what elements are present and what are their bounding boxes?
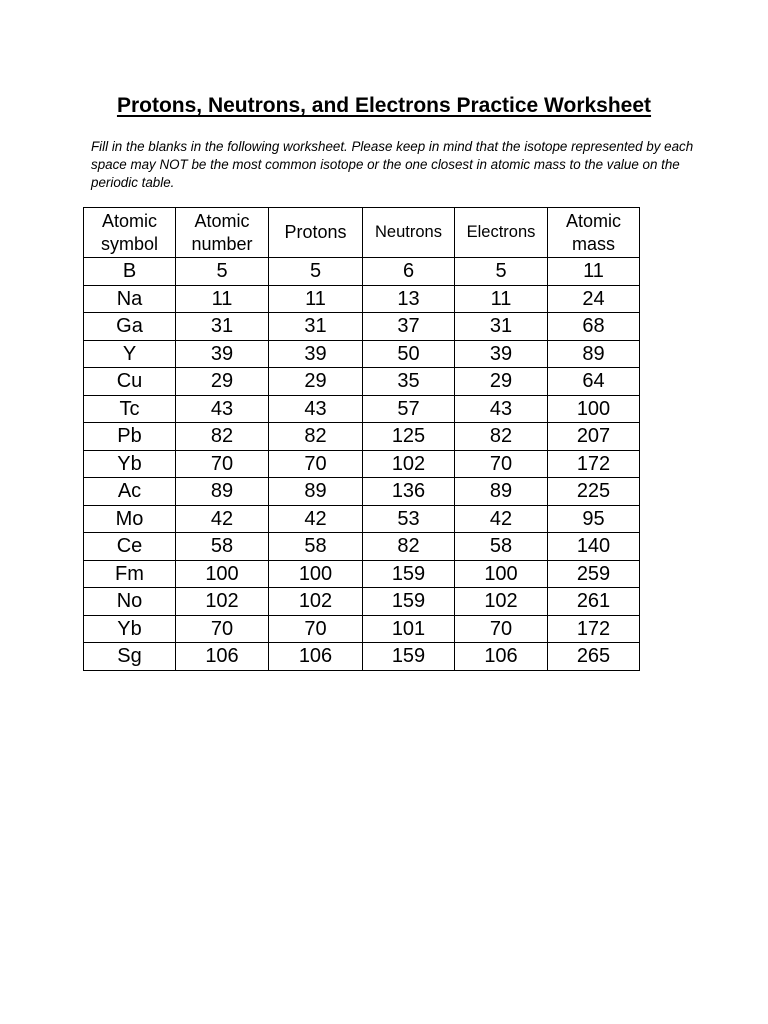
cell-atomic-number: 70 xyxy=(176,450,269,478)
cell-neutrons: 35 xyxy=(363,368,455,396)
cell-electrons: 100 xyxy=(455,560,548,588)
table-body xyxy=(84,258,640,671)
cell-atomic-symbol: Fm xyxy=(84,560,176,588)
cell-atomic-symbol: Na xyxy=(84,285,176,313)
cell-atomic-mass: 172 xyxy=(548,615,640,643)
cell-atomic-mass: 259 xyxy=(548,560,640,588)
cell-protons: 29 xyxy=(269,368,363,396)
table-row xyxy=(84,313,640,341)
cell-atomic-symbol: Ga xyxy=(84,313,176,341)
cell-neutrons: 13 xyxy=(363,285,455,313)
cell-atomic-mass: 24 xyxy=(548,285,640,313)
header-atomic-number xyxy=(176,208,269,258)
cell-protons: 42 xyxy=(269,505,363,533)
cell-electrons: 106 xyxy=(455,643,548,671)
cell-neutrons: 159 xyxy=(363,588,455,616)
cell-atomic-symbol: Ac xyxy=(84,478,176,506)
cell-electrons: 31 xyxy=(455,313,548,341)
cell-neutrons: 57 xyxy=(363,395,455,423)
cell-atomic-number: 89 xyxy=(176,478,269,506)
cell-protons: 102 xyxy=(269,588,363,616)
cell-electrons: 102 xyxy=(455,588,548,616)
cell-protons: 39 xyxy=(269,340,363,368)
cell-atomic-number: 31 xyxy=(176,313,269,341)
table-row xyxy=(84,478,640,506)
table-row xyxy=(84,395,640,423)
cell-atomic-number: 5 xyxy=(176,258,269,286)
cell-electrons: 39 xyxy=(455,340,548,368)
cell-neutrons: 136 xyxy=(363,478,455,506)
table-row xyxy=(84,505,640,533)
cell-neutrons: 125 xyxy=(363,423,455,451)
cell-electrons: 43 xyxy=(455,395,548,423)
table-row xyxy=(84,615,640,643)
cell-atomic-symbol: Yb xyxy=(84,450,176,478)
header-protons xyxy=(269,208,363,258)
cell-protons: 82 xyxy=(269,423,363,451)
cell-electrons: 58 xyxy=(455,533,548,561)
cell-electrons: 11 xyxy=(455,285,548,313)
table-row xyxy=(84,368,640,396)
cell-protons: 89 xyxy=(269,478,363,506)
cell-atomic-symbol: No xyxy=(84,588,176,616)
cell-protons: 106 xyxy=(269,643,363,671)
cell-electrons: 70 xyxy=(455,450,548,478)
cell-protons: 11 xyxy=(269,285,363,313)
cell-neutrons: 50 xyxy=(363,340,455,368)
table-row xyxy=(84,340,640,368)
cell-neutrons: 101 xyxy=(363,615,455,643)
cell-atomic-symbol: B xyxy=(84,258,176,286)
header-neutrons xyxy=(363,208,455,258)
cell-electrons: 5 xyxy=(455,258,548,286)
cell-neutrons: 37 xyxy=(363,313,455,341)
table-row xyxy=(84,258,640,286)
cell-atomic-number: 82 xyxy=(176,423,269,451)
table-header-row xyxy=(84,208,640,258)
cell-atomic-number: 39 xyxy=(176,340,269,368)
header-atomic-mass xyxy=(548,208,640,258)
cell-neutrons: 102 xyxy=(363,450,455,478)
cell-atomic-number: 29 xyxy=(176,368,269,396)
header-line: Atomic xyxy=(194,210,250,231)
header-line: Protons xyxy=(284,222,347,242)
header-line: Electrons xyxy=(466,223,536,241)
cell-atomic-mass: 64 xyxy=(548,368,640,396)
cell-atomic-number: 100 xyxy=(176,560,269,588)
cell-atomic-symbol: Y xyxy=(84,340,176,368)
cell-neutrons: 82 xyxy=(363,533,455,561)
cell-neutrons: 159 xyxy=(363,560,455,588)
cell-protons: 5 xyxy=(269,258,363,286)
cell-atomic-number: 43 xyxy=(176,395,269,423)
cell-atomic-number: 11 xyxy=(176,285,269,313)
cell-electrons: 70 xyxy=(455,615,548,643)
cell-atomic-mass: 89 xyxy=(548,340,640,368)
cell-atomic-number: 58 xyxy=(176,533,269,561)
table-row xyxy=(84,423,640,451)
worksheet-title: Protons, Neutrons, and Electrons Practice Worksheet xyxy=(116,94,652,117)
cell-atomic-number: 106 xyxy=(176,643,269,671)
cell-atomic-mass: 172 xyxy=(548,450,640,478)
header-electrons xyxy=(455,208,548,258)
cell-atomic-mass: 11 xyxy=(548,258,640,286)
header-line: Atomic xyxy=(565,210,621,231)
cell-atomic-mass: 68 xyxy=(548,313,640,341)
cell-protons: 43 xyxy=(269,395,363,423)
header-line: Atomic xyxy=(101,210,157,231)
cell-atomic-mass: 265 xyxy=(548,643,640,671)
cell-protons: 70 xyxy=(269,615,363,643)
table-row xyxy=(84,285,640,313)
cell-atomic-mass: 140 xyxy=(548,533,640,561)
cell-atomic-symbol: Ce xyxy=(84,533,176,561)
cell-protons: 58 xyxy=(269,533,363,561)
cell-atomic-symbol: Yb xyxy=(84,615,176,643)
cell-atomic-mass: 261 xyxy=(548,588,640,616)
header-line: number xyxy=(191,233,253,254)
table-row xyxy=(84,560,640,588)
cell-atomic-symbol: Tc xyxy=(84,395,176,423)
header-line: Neutrons xyxy=(375,223,442,241)
table-row xyxy=(84,533,640,561)
cell-electrons: 29 xyxy=(455,368,548,396)
header-line: symbol xyxy=(100,233,158,254)
table-row xyxy=(84,450,640,478)
cell-atomic-mass: 225 xyxy=(548,478,640,506)
header-atomic-symbol xyxy=(84,208,176,258)
cell-atomic-number: 102 xyxy=(176,588,269,616)
table-row xyxy=(84,588,640,616)
cell-atomic-mass: 207 xyxy=(548,423,640,451)
cell-neutrons: 6 xyxy=(363,258,455,286)
instructions-text: Fill in the blanks in the following worksheet. Please keep in mind that the isotope represented by each space may NOT be the most common isotope or the one closest in atomic mass to the value on the periodic table. xyxy=(91,139,694,190)
worksheet-table xyxy=(83,207,640,671)
cell-neutrons: 159 xyxy=(363,643,455,671)
cell-electrons: 82 xyxy=(455,423,548,451)
cell-atomic-symbol: Sg xyxy=(84,643,176,671)
cell-protons: 100 xyxy=(269,560,363,588)
cell-atomic-mass: 95 xyxy=(548,505,640,533)
cell-protons: 31 xyxy=(269,313,363,341)
table-row xyxy=(84,643,640,671)
cell-atomic-number: 70 xyxy=(176,615,269,643)
cell-atomic-symbol: Cu xyxy=(84,368,176,396)
cell-protons: 70 xyxy=(269,450,363,478)
cell-atomic-symbol: Mo xyxy=(84,505,176,533)
header-line: mass xyxy=(571,233,615,254)
cell-electrons: 89 xyxy=(455,478,548,506)
cell-neutrons: 53 xyxy=(363,505,455,533)
cell-atomic-number: 42 xyxy=(176,505,269,533)
cell-atomic-mass: 100 xyxy=(548,395,640,423)
cell-atomic-symbol: Pb xyxy=(84,423,176,451)
cell-electrons: 42 xyxy=(455,505,548,533)
